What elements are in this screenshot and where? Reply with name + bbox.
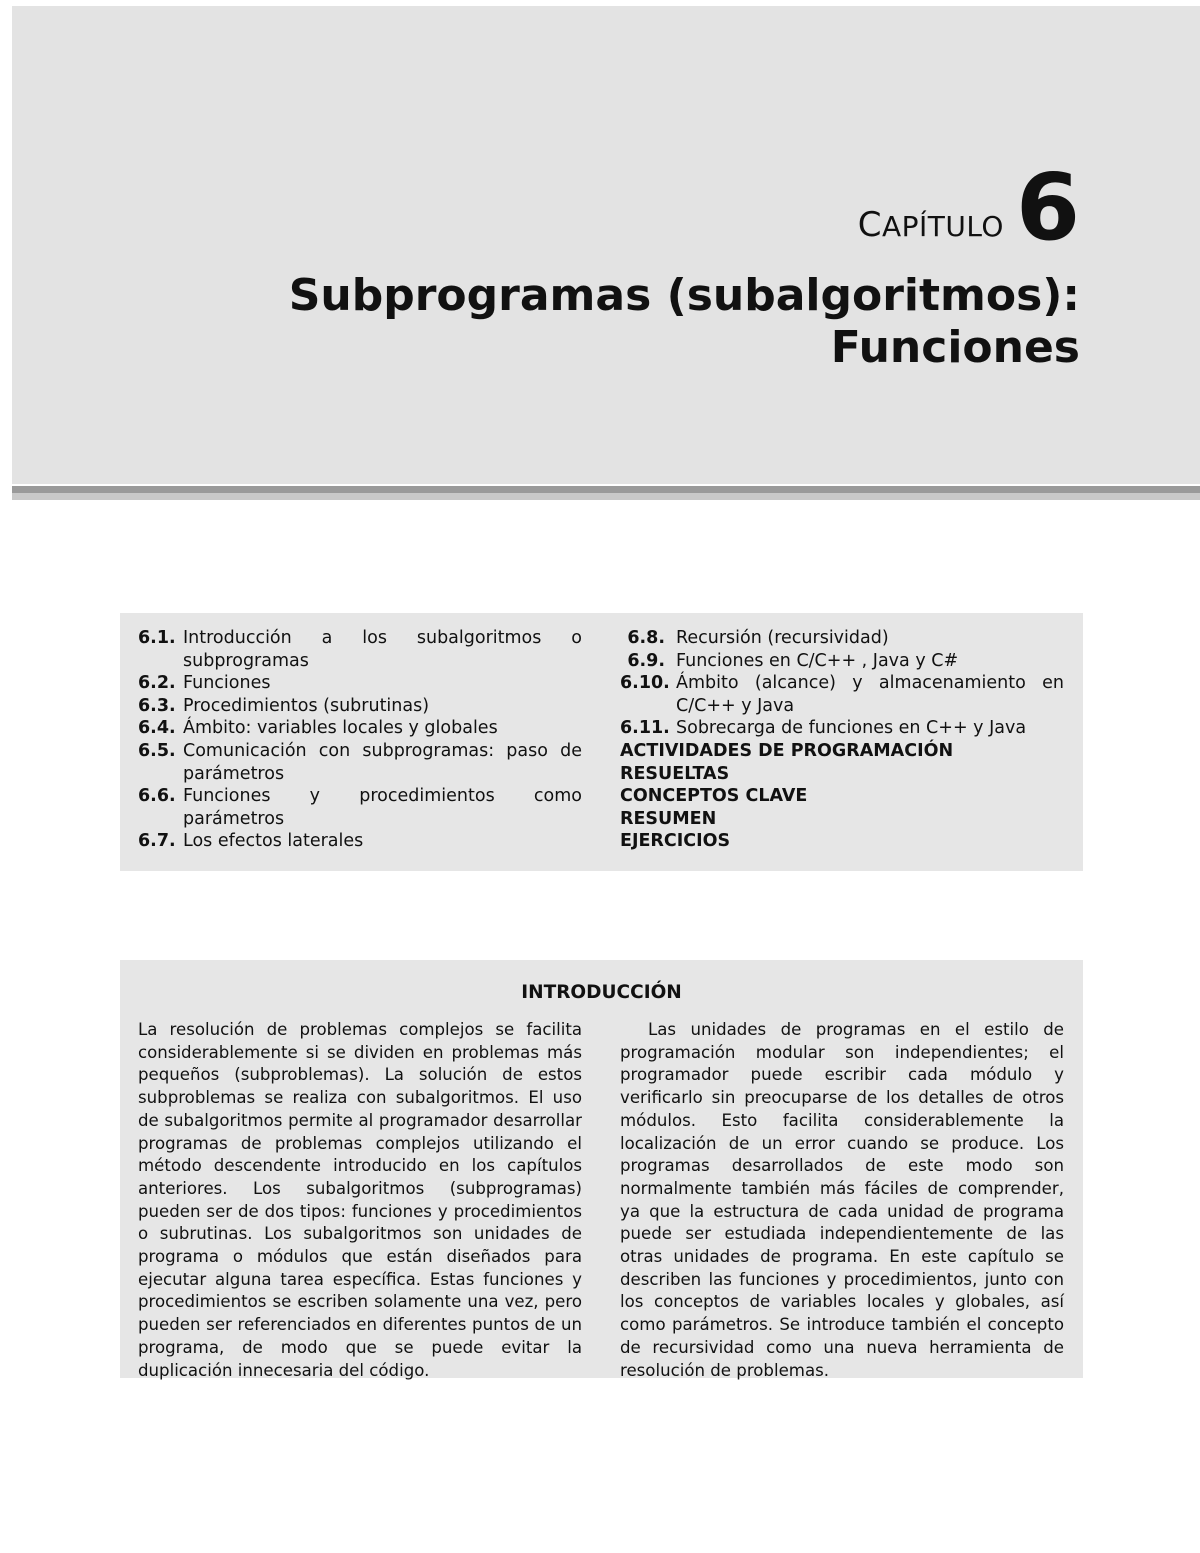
chapter-number: 6: [1015, 154, 1080, 262]
toc-section-key-concepts: CONCEPTOS CLAVE: [620, 786, 808, 807]
chapter-title: [289, 270, 1080, 374]
toc-right-column: [620, 627, 1064, 853]
toc-text: Sobrecarga de funciones en C++ y Java: [676, 718, 1027, 739]
toc-number: 6.4.: [138, 718, 176, 739]
introduction-title: INTRODUCCIÓN: [521, 982, 682, 1003]
chapter-heading: [857, 154, 1080, 262]
chapter-label-rest: APÍTULO: [881, 210, 1004, 243]
toc-text: Comunicación con subprogramas: paso de parámetros: [183, 740, 582, 784]
toc-number: 6.8.: [627, 628, 665, 648]
toc-number: 6.11.: [620, 718, 670, 739]
table-of-contents: [120, 613, 1083, 871]
toc-item: [138, 785, 582, 830]
toc-text: Funciones y procedimientos como parámetros: [183, 786, 582, 829]
toc-number: 6.5.: [138, 740, 176, 761]
toc-item: [138, 830, 582, 853]
header-divider: [12, 486, 1200, 500]
toc-number: 6.3.: [138, 695, 176, 716]
toc-text: Los efectos laterales: [183, 831, 364, 852]
toc-item: [138, 717, 582, 740]
chapter-title-line-2: Funciones: [830, 322, 1080, 373]
toc-section-activities: ACTIVIDADES DE PROGRAMACIÓN RESUELTAS: [620, 740, 954, 784]
toc-section-summary: RESUMEN: [620, 808, 717, 829]
toc-left-column: [138, 627, 582, 853]
toc-number: 6.7.: [138, 831, 176, 852]
introduction-right-paragraph: Las unidades de programas en el estilo de programación modular son independientes; el programador puede escribir cada módulo y verificarlo sin preocuparse de los detalles de otros módulos. Esto facilita considerablemente la localización de un error cuando se produce. Los programas desarrollados de este modo son normalmente también más fáciles de comprender, ya que la estructura de cada unidad de programa puede ser estudiada independientemente de las otras unidades de programa. En este capítulo se describen las funciones y procedimientos, junto con los conceptos de variables locales y globales, así como parámetros. Se introduce también el concepto de recursividad como una nueva herramienta de resolución de problemas.: [620, 1020, 1064, 1380]
toc-number: 6.10.: [620, 673, 670, 694]
introduction-box: [120, 960, 1083, 1378]
toc-text: Ámbito: variables locales y globales: [183, 718, 498, 739]
toc-text: Ámbito (alcance) y almacenamiento en C/C++ y Java: [676, 673, 1064, 716]
toc-text: Procedimientos (subrutinas): [183, 695, 430, 716]
toc-item: [620, 627, 1064, 650]
toc-text: Introducción a los subalgoritmos o subprogramas: [183, 628, 582, 671]
chapter-label: [857, 205, 1004, 250]
toc-text: Recursión (recursividad): [676, 628, 889, 648]
toc-item: [620, 650, 1064, 673]
toc-item: [620, 672, 1064, 717]
toc-number: 6.2.: [138, 673, 176, 694]
introduction-left-paragraph: La resolución de problemas complejos se facilita considerablemente si se dividen en problemas más pequeños (subproblemas). La solución de estos subproblemas se realiza con subalgoritmos. El uso de subalgoritmos permite al programador desarrollar programas de problemas complejos utilizando el método descendente introducido en los capítulos anteriores. Los subalgoritmos (subprogramas) pueden ser de dos tipos: funciones y procedimientos o subrutinas. Los subalgoritmos son unidades de programa o módulos que están diseñados para ejecutar alguna tarea específica. Estas funciones y procedimientos se escriben solamente una vez, pero pueden ser referenciados en diferentes puntos de un programa, de modo que se puede evitar la duplicación innecesaria del código.: [138, 1020, 582, 1380]
chapter-label-initial: C: [857, 205, 882, 245]
toc-item: [138, 627, 582, 672]
toc-item: [138, 672, 582, 695]
chapter-title-line-1: Subprogramas (subalgoritmos):: [288, 270, 1080, 321]
toc-number: 6.9.: [627, 650, 665, 671]
toc-number: 6.6.: [138, 786, 176, 807]
toc-item: [138, 740, 582, 785]
toc-section-exercises: EJERCICIOS: [620, 831, 731, 852]
toc-number: 6.1.: [138, 628, 176, 648]
toc-item: [138, 695, 582, 718]
toc-text: Funciones: [183, 673, 271, 694]
toc-text: Funciones en C/C++ , Java y C#: [676, 650, 959, 671]
toc-item: [620, 717, 1064, 740]
